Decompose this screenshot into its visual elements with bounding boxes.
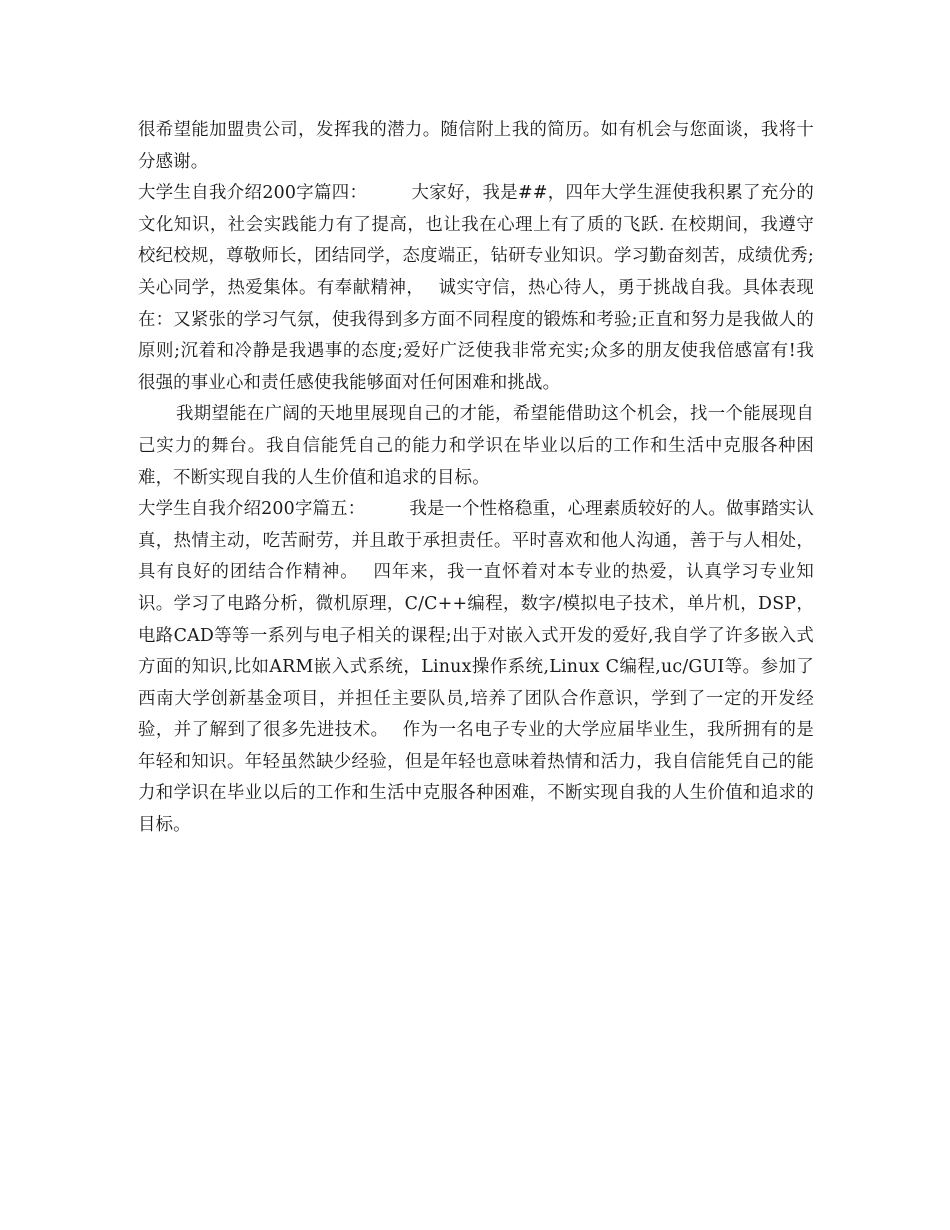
paragraph-text: 很希望能加盟贵公司，发挥我的潜力。随信附上我的简历。如有机会与您面谈，我将十分感谢。 (138, 120, 814, 172)
section-five-body-b: 四年来，我一直怀着对本专业的热爱，认真学习专业知识。学习了电路分析，微机原理，C/C++编程，数字/模拟电子技术，单片机，DSP，电路CAD等等一系列与电子相关的课程;出于对嵌入式开发的爱好,我自学了许多嵌入式方面的知识,比如ARM嵌入式系统，Linux操作系统,Linux C编程,uc/GUI等。参加了西南大学创新基金项目，并担任主要队员,培养了团队合作意识，学到了一定的开发经验，并了解到了很多先进技术。 (138, 562, 814, 741)
section-four-paragraph (138, 178, 814, 399)
section-five-body-a: 我是一个性格稳重，心理素质较好的人。做事踏实认真，热情主动，吃苦耐劳，并且敢于承担责任。平时喜欢和他人沟通，善于与人相处，具有良好的团结合作精神。 (138, 499, 815, 583)
section-five-heading: 大学生自我介绍200字篇五： (138, 499, 366, 520)
section-five-paragraph (138, 494, 814, 842)
section-four-paragraph-two (138, 399, 814, 494)
section-four-body-a: 大家好，我是##，四年大学生涯使我积累了充分的文化知识，社会实践能力有了提高，也让我在心理上有了质的飞跃. 在校期间，我遵守校纪校规，尊敬师长，团结同学，态度端正，钻研专业知识。学习勤奋刻苦，成绩优秀;关心同学，热爱集体。有奉献精神， (138, 183, 814, 298)
paragraph-intro-end (138, 115, 814, 178)
paragraph-text: 我期望能在广阔的天地里展现自己的才能，希望能借助这个机会，找一个能展现自己实力的舞台。我自信能凭自己的能力和学识在毕业以后的工作和生活中克服各种困难，不断实现自我的人生价值和追求的目标。 (138, 404, 814, 488)
section-five-body-c: 作为一名电子专业的大学应届毕业生，我所拥有的是年轻和知识。年轻虽然缺少经验，但是年轻也意味着热情和活力，我自信能凭自己的能力和学识在毕业以后的工作和生活中克服各种困难，不断实现自我的人生价值和追求的目标。 (138, 720, 814, 836)
document-body (138, 115, 814, 842)
section-four-heading: 大学生自我介绍200字篇四： (138, 183, 368, 204)
section-four-body-b: 诚实守信，热心待人，勇于挑战自我。具体表现在：又紧张的学习气氛，使我得到多方面不同程度的锻炼和考验;正直和努力是我做人的原则;沉着和冷静是我遇事的态度;爱好广泛使我非常充实;众多的朋友使我倍感富有!我很强的事业心和责任感使我能够面对任何困难和挑战。 (138, 277, 815, 393)
